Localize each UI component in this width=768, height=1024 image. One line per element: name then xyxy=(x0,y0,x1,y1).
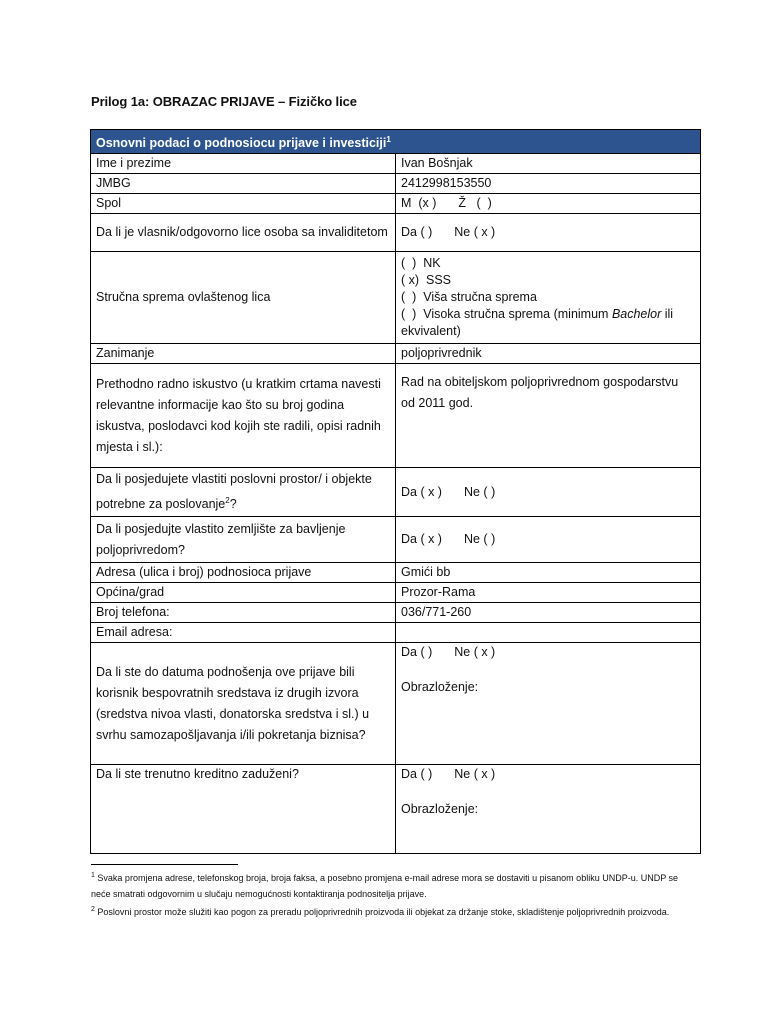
footnote-2 xyxy=(91,902,691,920)
opcina-label: Općina/grad xyxy=(91,583,396,603)
adresa-value[interactable]: Gmići bb xyxy=(396,563,701,583)
footnote-1 xyxy=(91,868,691,902)
email-value[interactable] xyxy=(396,623,701,643)
prostor-label-text: Da li posjedujete vlastiti poslovni prostor/ i objekte potrebne za poslovanje xyxy=(96,472,372,512)
document-title: Prilog 1a: OBRAZAC PRIJAVE – Fizičko lice xyxy=(91,94,357,109)
zemljiste-da-checkbox[interactable]: Da ( x ) xyxy=(401,532,442,547)
section-header-footnote: 1 xyxy=(386,135,391,144)
jmbg-label: JMBG xyxy=(91,174,396,194)
prostor-footnote: 2 xyxy=(225,496,230,506)
row-zanimanje xyxy=(91,344,701,364)
row-prostor xyxy=(91,468,701,517)
prostor-da-checkbox[interactable]: Da ( x ) xyxy=(401,484,442,499)
zanimanje-value[interactable]: poljoprivrednik xyxy=(396,344,701,364)
strucna-option-nk[interactable]: ( ) NK xyxy=(401,256,441,271)
invalid-ne-checkbox[interactable]: Ne ( x ) xyxy=(454,225,496,240)
footnote-separator xyxy=(91,864,238,865)
bespovratna-value xyxy=(396,643,701,765)
bespovratna-label: Da li ste do datuma podnošenja ove prijave bili korisnik bespovratnih sredstava iz drugih izvora (sredstva nivoa vlasti, donatorska sredstva i sl.) u svrhu samozapošljavanja i/ili pokretanja biznisa? xyxy=(91,643,396,765)
opcina-value[interactable]: Prozor-Rama xyxy=(396,583,701,603)
row-jmbg xyxy=(91,174,701,194)
zemljiste-label: Da li posjedujte vlastito zemljište za bavljenje poljoprivredom? xyxy=(91,517,396,563)
name-value[interactable]: Ivan Bošnjak xyxy=(396,154,701,174)
spol-label: Spol xyxy=(91,194,396,214)
row-zemljiste xyxy=(91,517,701,563)
prostor-label xyxy=(91,468,396,517)
jmbg-value[interactable]: 2412998153550 xyxy=(396,174,701,194)
row-spol xyxy=(91,194,701,214)
invalid-label: Da li je vlasnik/odgovorno lice osoba sa invaliditetom xyxy=(91,214,396,252)
visoka-prefix: ( ) Visoka stručna sprema (minimum xyxy=(401,307,612,322)
section-header-text: Osnovni podaci o podnosiocu prijave i investiciji xyxy=(96,136,387,151)
strucna-option-visoka[interactable] xyxy=(401,306,695,340)
invalid-da-checkbox[interactable]: Da ( ) xyxy=(401,225,433,240)
kredit-ne-checkbox[interactable]: Ne ( x ) xyxy=(454,767,496,782)
telefon-label: Broj telefona: xyxy=(91,603,396,623)
adresa-label: Adresa (ulica i broj) podnosioca prijave xyxy=(91,563,396,583)
kredit-choices xyxy=(401,766,695,783)
row-kredit xyxy=(91,765,701,854)
kredit-label: Da li ste trenutno kreditno zaduženi? xyxy=(91,765,396,854)
zemljiste-ne-checkbox[interactable]: Ne ( ) xyxy=(463,532,496,547)
row-opcina xyxy=(91,583,701,603)
row-telefon xyxy=(91,603,701,623)
strucna-options xyxy=(396,252,701,344)
zemljiste-value xyxy=(396,517,701,563)
row-email xyxy=(91,623,701,643)
name-label: Ime i prezime xyxy=(91,154,396,174)
application-form-table xyxy=(90,129,701,854)
bespovratna-da-checkbox[interactable]: Da ( ) xyxy=(401,645,433,660)
prostor-label-end: ? xyxy=(229,497,237,512)
strucna-option-visa[interactable]: ( ) Viša stručna sprema xyxy=(401,290,537,305)
kredit-da-checkbox[interactable]: Da ( ) xyxy=(401,767,433,782)
iskustvo-value[interactable]: Rad na obiteljskom poljoprivrednom gospodarstvu od 2011 god. xyxy=(396,364,701,468)
section-header xyxy=(91,130,701,154)
row-name xyxy=(91,154,701,174)
strucna-label: Stručna sprema ovlaštenog lica xyxy=(91,252,396,344)
bespovratna-ne-checkbox[interactable]: Ne ( x ) xyxy=(454,645,496,660)
spol-m-checkbox[interactable]: M (x ) xyxy=(401,196,437,211)
email-label: Email adresa: xyxy=(91,623,396,643)
footnote-2-number: 2 xyxy=(91,906,95,913)
visoka-italic: Bachelor xyxy=(611,307,662,322)
footnote-1-number: 1 xyxy=(91,872,95,879)
row-iskustvo xyxy=(91,364,701,468)
row-bespovratna xyxy=(91,643,701,765)
prostor-value xyxy=(396,468,701,517)
telefon-value[interactable]: 036/771-260 xyxy=(396,603,701,623)
row-strucna xyxy=(91,252,701,344)
footnote-1-text: Svaka promjena adrese, telefonskog broja, broja faksa, a posebno promjena e-mail adrese mora se dostaviti u pisanom obliku UNDP-u. UNDP se neće smatrati odgovornim u slučaju nemogućnosti kontaktiranja podnositelja prijave. xyxy=(91,873,679,899)
spol-value xyxy=(396,194,701,214)
spol-z-checkbox[interactable]: Ž ( ) xyxy=(458,196,492,211)
kredit-value xyxy=(396,765,701,854)
bespovratna-obrazlozenje[interactable]: Obrazloženje: xyxy=(401,680,479,695)
footnote-2-text: Poslovni prostor može služiti kao pogon za preradu poljoprivrednih proizvoda ili objekat za držanje stoke, skladištenje poljoprivrednih proizvoda. xyxy=(97,907,670,917)
bespovratna-choices xyxy=(401,644,695,661)
iskustvo-label: Prethodno radno iskustvo (u kratkim crtama navesti relevantne informacije kao što su broj godina iskustva, poslodavci kod kojih ste radili, opisi radnih mjesta i sl.): xyxy=(91,364,396,468)
prostor-ne-checkbox[interactable]: Ne ( ) xyxy=(463,484,496,499)
invalid-value xyxy=(396,214,701,252)
kredit-obrazlozenje[interactable]: Obrazloženje: xyxy=(401,802,479,817)
zanimanje-label: Zanimanje xyxy=(91,344,396,364)
strucna-option-sss[interactable]: ( x) SSS xyxy=(401,273,452,288)
visoka-suffix: ili ekvivalent) xyxy=(401,307,674,339)
row-invalid xyxy=(91,214,701,252)
row-adresa xyxy=(91,563,701,583)
section-header-row xyxy=(91,130,701,154)
